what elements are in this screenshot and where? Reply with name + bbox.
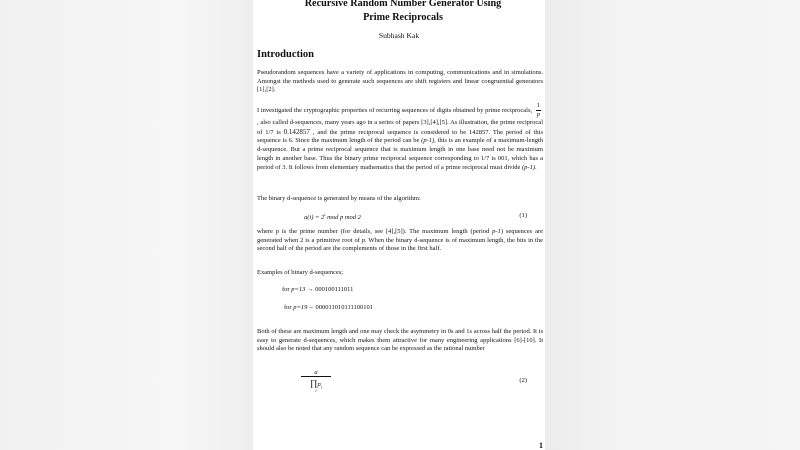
document-page	[253, 0, 545, 450]
paragraph-intro: Pseudorandom sequences have a variety of applications in computing, communications and in simulations. Amongst the methods used to generate such sequences are shift registers and linear congruential generators [1],[2].	[257, 69, 543, 94]
decimal-digits: 0.142857	[283, 127, 310, 136]
paragraph-text: where p is the prime number (for details, see [4],[5]). The maximum length (period	[257, 228, 490, 235]
equation-1-number: (1)	[519, 212, 527, 219]
eq2-variable: p	[317, 381, 321, 388]
paragraph-maximum-length	[257, 228, 543, 254]
example-condition: p=19	[293, 304, 308, 311]
reciprocal-fraction	[536, 102, 541, 119]
equation-2	[301, 369, 331, 393]
product-index: i	[315, 388, 317, 394]
math-p-minus-1: (p-1)	[521, 163, 535, 171]
product-symbol: ∏	[310, 378, 318, 388]
page-number: 1	[539, 441, 543, 450]
example-condition: p=13	[291, 286, 306, 293]
paragraph-prime-reciprocals	[257, 102, 543, 172]
eq2-denominator	[301, 376, 331, 393]
paragraph-text: , and the prime reciprocal sequence is considered to be 142857. The period of this sequence is 6. Since the maximum length of the period can be	[257, 128, 544, 145]
example-prefix: for	[282, 286, 292, 293]
paragraph-text: , also called d-sequences, many years ago in a series of papers [3],[4],[5]. As illustration, the prime reciprocal of 1/7 is	[257, 119, 543, 136]
eq2-subscript: i	[320, 384, 322, 390]
fraction-numerator: 1	[536, 102, 540, 109]
section-heading: Introduction	[257, 49, 314, 60]
eq1-exponent: i	[324, 212, 326, 217]
paragraph-text: ) sequences are generated when 2 is a primitive root of	[257, 228, 544, 244]
equation-2-number: (2)	[519, 377, 527, 384]
eq2-numerator: a	[314, 369, 318, 376]
math-p: p	[361, 236, 366, 244]
eq1-mod: mod p mod 2	[325, 214, 361, 222]
repeating-decimal	[284, 128, 313, 136]
eq1-lhs: a(i) = 2	[304, 214, 325, 222]
paragraph-text: . When the binary d-sequence is of maximum length, the bits in the second half of the period are the complements of those in the first half.	[257, 236, 543, 253]
math-p-minus-1: (p-1)	[421, 137, 435, 145]
paragraph-examples-label: Examples of binary d-sequences;	[257, 269, 344, 276]
paragraph-text: , this is an example of a maximum-length d-sequence. But a prime reciprocal sequence that is maximum length in one base need not be maximum length in another base. Thus the binary prime reciprocal sequence corresponding to 1/7 is 001, which has a period of 3. It follows from elementary mathematics that the period of a prime reciprocal must divide	[257, 137, 544, 171]
paragraph-algorithm-intro: The binary d-sequence is generated by means of the algorithm:	[257, 195, 421, 202]
math-p-minus-1-short: p-1	[492, 228, 501, 235]
author-name: Subhash Kak	[378, 31, 420, 40]
example-sequence: → 000100111011	[305, 286, 354, 293]
fraction-denominator: p	[536, 111, 540, 118]
paragraph-asymmetry: Both of these are maximum length and one may check the asymmetry in 0s and 1s across half the period. It is easy to generate d-sequences, which makes them attractive for many engineering applications [6]-[10]. It should also be noted that any random sequence can be expressed as the rational number	[257, 328, 543, 353]
example-p13	[282, 286, 353, 293]
example-prefix: for	[284, 304, 294, 311]
left-margin-backdrop	[0, 0, 253, 450]
equation-1-expression	[304, 212, 361, 221]
right-margin-backdrop	[545, 0, 800, 450]
example-sequence: → 000011010111100101	[307, 304, 374, 311]
paper-title: Recursive Random Number Generator Using Prime Reciprocals	[304, 0, 502, 23]
paragraph-text: .	[534, 163, 537, 171]
example-p19	[284, 304, 373, 311]
paragraph-text: I investigated the cryptographic properties of recurring sequences of digits obtained by prime reciprocals,	[257, 106, 533, 114]
